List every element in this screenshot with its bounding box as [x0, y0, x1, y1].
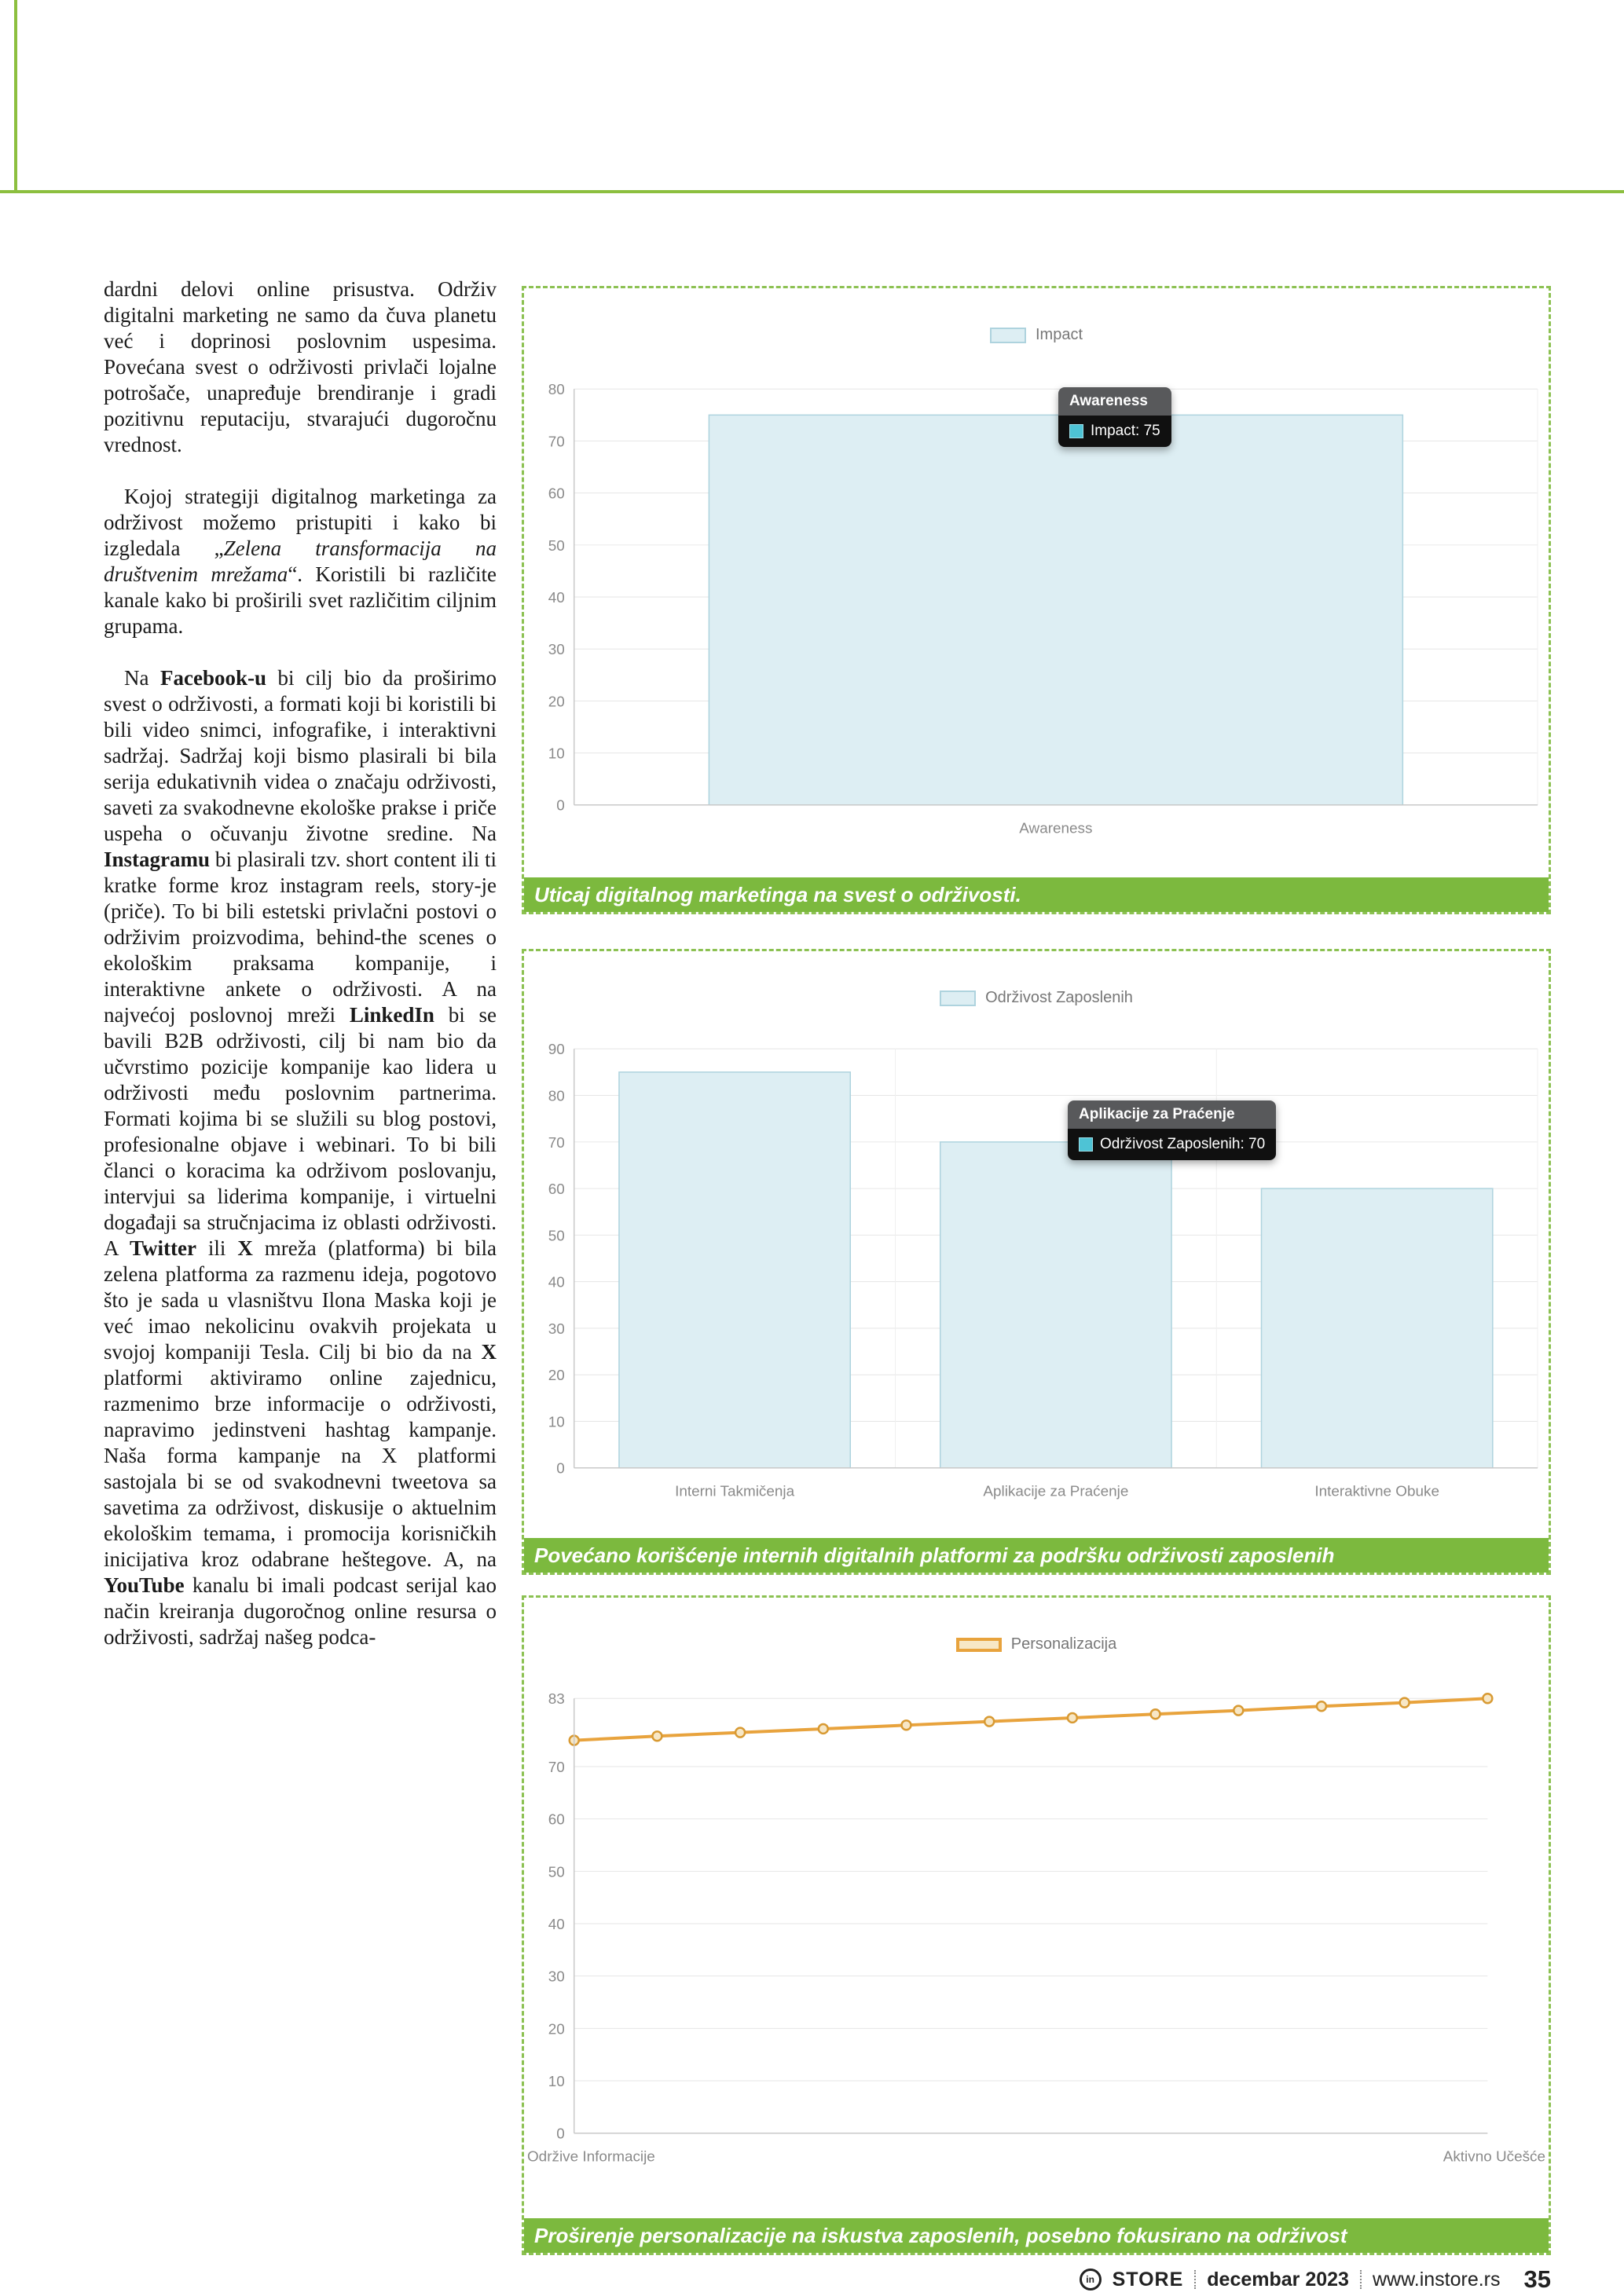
page-number: 35	[1523, 2265, 1551, 2293]
article-paragraph: Kojoj strategiji digitalnog marketinga za održivost možemo pristupiti i kako bi izgledala „Zelena transformacija na društvenim mrežama“. Koristili bi različite kanale kako bi proširili svet različitim ciljnim grupama.	[104, 485, 497, 638]
top-horizontal-rule	[0, 190, 1624, 193]
tooltip-series-swatch	[1069, 424, 1083, 438]
footer-separator	[1360, 2270, 1362, 2289]
article-column	[104, 276, 497, 1650]
y-axis-tick-label: 40	[548, 589, 565, 606]
y-axis-tick-label: 30	[548, 1968, 565, 1986]
tooltip-value: Održivost Zaposlenih: 70	[1100, 1136, 1266, 1152]
y-axis-tick-label: 0	[556, 797, 565, 815]
y-axis-tick-label: 10	[548, 2074, 565, 2091]
y-axis-tick-label: 30	[548, 642, 565, 659]
y-axis-tick-label: 40	[548, 1916, 565, 1933]
y-axis-tick-label: 83	[548, 1691, 565, 1708]
y-axis-tick-label: 60	[548, 1811, 565, 1829]
line-marker[interactable]	[984, 1717, 994, 1727]
y-axis-tick-label: 50	[548, 537, 565, 555]
awareness-bar-chart	[524, 347, 1549, 850]
y-axis-tick-label: 60	[548, 485, 565, 503]
line-marker[interactable]	[1317, 1701, 1326, 1711]
tooltip-series-swatch	[1079, 1137, 1093, 1152]
bar-Interaktivne Obuke[interactable]	[1262, 1188, 1493, 1468]
y-axis-tick-label: 10	[548, 1414, 565, 1431]
y-axis-tick-label: 80	[548, 382, 565, 399]
y-axis-tick-label: 90	[548, 1042, 565, 1059]
article-paragraph: dardni delovi online prisustva. Održiv digitalni marketing ne samo da čuva planetu već i doprinosi poslovnim uspesima. Povećana svest o održivosti privlači lojalne potrošače, unapređuje brendiranje i gradi pozitivnu reputaciju, stvarajući dugoročnu vrednost.	[104, 277, 497, 456]
bar-Aplikacije za Praćenje[interactable]	[940, 1142, 1171, 1468]
x-axis-category-label: Aktivno Učešće	[1443, 2148, 1546, 2166]
personalization-line-chart	[524, 1657, 1549, 2175]
line-marker[interactable]	[735, 1728, 745, 1738]
footer-brand: STORE	[1112, 2268, 1184, 2291]
y-axis-tick-label: 70	[548, 1134, 565, 1152]
tooltip-body	[1058, 416, 1171, 447]
line-marker[interactable]	[1151, 1709, 1160, 1719]
line-marker[interactable]	[1234, 1706, 1243, 1716]
page-footer	[1080, 2265, 1551, 2294]
legend-label: Impact	[1035, 326, 1083, 343]
y-axis-tick-label: 30	[548, 1320, 565, 1338]
chart-caption: Uticaj digitalnog marketinga na svest o održivosti.	[524, 877, 1549, 912]
y-axis-tick-label: 0	[556, 2126, 565, 2143]
bar-Interni Takmičenja[interactable]	[619, 1072, 850, 1468]
footer-separator	[1194, 2270, 1196, 2289]
chart-tooltip	[1058, 387, 1171, 447]
tooltip-title: Awareness	[1058, 387, 1171, 416]
line-marker[interactable]	[652, 1731, 662, 1741]
tooltip-body	[1068, 1129, 1276, 1160]
top-left-vertical-rule	[14, 0, 17, 190]
chart-legend[interactable]	[524, 326, 1549, 344]
legend-label: Održivost Zaposlenih	[985, 989, 1133, 1006]
x-axis-category-label: Interaktivne Obuke	[1314, 1483, 1440, 1500]
legend-swatch	[940, 991, 976, 1006]
line-marker[interactable]	[819, 1724, 828, 1734]
y-axis-tick-label: 20	[548, 2021, 565, 2038]
employee-platforms-bar-chart	[524, 1010, 1549, 1513]
y-axis-tick-label: 0	[556, 1460, 565, 1478]
chart-tooltip	[1068, 1100, 1276, 1160]
article-paragraph: Na Facebook-u bi cilj bio da proširimo svest o održivosti, a formati koji bi koristili bi bili video snimci, infografike, i interaktivni sadržaj. Sadržaj koji bismo plasirali bi bila serija edukativnih videa o značaju održivosti, saveti za svakodnevne ekološke prakse i priče uspeha o očuvanju životne sredine. Na Instagramu bi plasirali tzv. short content ili ti kratke forme kroz instagram reels, story-je (priče). To bi bili estetski privlačni postovi o održivim proizvodima, behind-the scenes o ekološkim praksama kompanije, i interaktivne ankete o održivosti. A na najvećoj poslovnoj mreži LinkedIn bi se bavili B2B održivosti, cilj bi nam bio da učvrstimo pozicije kompanije kao lidera u održivosti među poslovnim partnerima. Formati kojima bi se služili su blog postovi, profesionalne objave i webinari. To bi bili članci o koracima ka održivom poslovanju, intervjui sa liderima kompanije, i virtuelni događaji sa stručnjacima iz oblasti održivosti. A Twitter ili X mreža (platforma) bi bila zelena platforma za razmenu ideja, pogotovo što je sada u vlasništvu Ilona Maska koji je već imao nekolicinu ovakvih projekata u svojoj kompaniji Tesla. Cilj bi bio da na X platformi aktiviramo online zajednicu, razmenimo brze informacije o održivosti, napravimo jedinstveni hashtag kampanje. Naša forma kampanje na X platformi sastojala bi se od svakodnevni tweetova sa savetima za održivost, diskusije o aktuelnim ekološkim temama, i promocija korisničkih inicijativa kroz odabrane heštegove. A, na YouTube kanalu bi imali podcast serijal kao način kreiranja dugoročnog online resursa o održivosti, sadržaj našeg podca-	[104, 666, 497, 1649]
bar-Awareness[interactable]	[709, 415, 1402, 804]
y-axis-tick-label: 80	[548, 1088, 565, 1105]
legend-swatch	[956, 1638, 1002, 1652]
y-axis-tick-label: 50	[548, 1864, 565, 1881]
instore-logo-icon: in	[1080, 2269, 1102, 2291]
line-marker[interactable]	[1483, 1694, 1492, 1703]
tooltip-value: Impact: 75	[1091, 423, 1160, 439]
y-axis-tick-label: 20	[548, 694, 565, 711]
x-axis-category-label: Interni Takmičenja	[675, 1483, 795, 1500]
y-axis-tick-label: 70	[548, 1759, 565, 1776]
tooltip-title: Aplikacije za Praćenje	[1068, 1100, 1276, 1129]
x-axis-category-label: Održive Informacije	[526, 2148, 655, 2166]
y-axis-tick-label: 20	[548, 1368, 565, 1385]
legend-label: Personalizacija	[1010, 1635, 1117, 1653]
chart-caption: Povećano korišćenje internih digitalnih platformi za podršku održivosti zaposlenih	[524, 1538, 1549, 1573]
y-axis-tick-label: 10	[548, 745, 565, 763]
chart-legend[interactable]	[524, 1635, 1549, 1653]
y-axis-tick-label: 40	[548, 1274, 565, 1291]
chart-caption: Proširenje personalizacije na iskustva zaposlenih, posebno fokusirano na održivost	[524, 2218, 1549, 2253]
chart-legend[interactable]	[524, 989, 1549, 1007]
line-marker[interactable]	[902, 1720, 911, 1730]
legend-swatch	[990, 328, 1026, 343]
footer-website-link[interactable]: www.instore.rs	[1372, 2268, 1501, 2291]
y-axis-tick-label: 70	[548, 434, 565, 451]
line-marker[interactable]	[1068, 1713, 1077, 1723]
line-marker[interactable]	[1400, 1698, 1410, 1708]
personalization-line[interactable]	[574, 1698, 1488, 1740]
x-axis-category-label: Awareness	[1019, 820, 1093, 837]
y-axis-tick-label: 50	[548, 1228, 565, 1245]
y-axis-tick-label: 60	[548, 1181, 565, 1199]
chart-box-awareness	[522, 286, 1551, 914]
x-axis-category-label: Aplikacije za Praćenje	[983, 1483, 1129, 1500]
chart-box-personalization	[522, 1595, 1551, 2255]
footer-date: decembar 2023	[1207, 2268, 1349, 2291]
chart-box-employee-platforms	[522, 949, 1551, 1575]
